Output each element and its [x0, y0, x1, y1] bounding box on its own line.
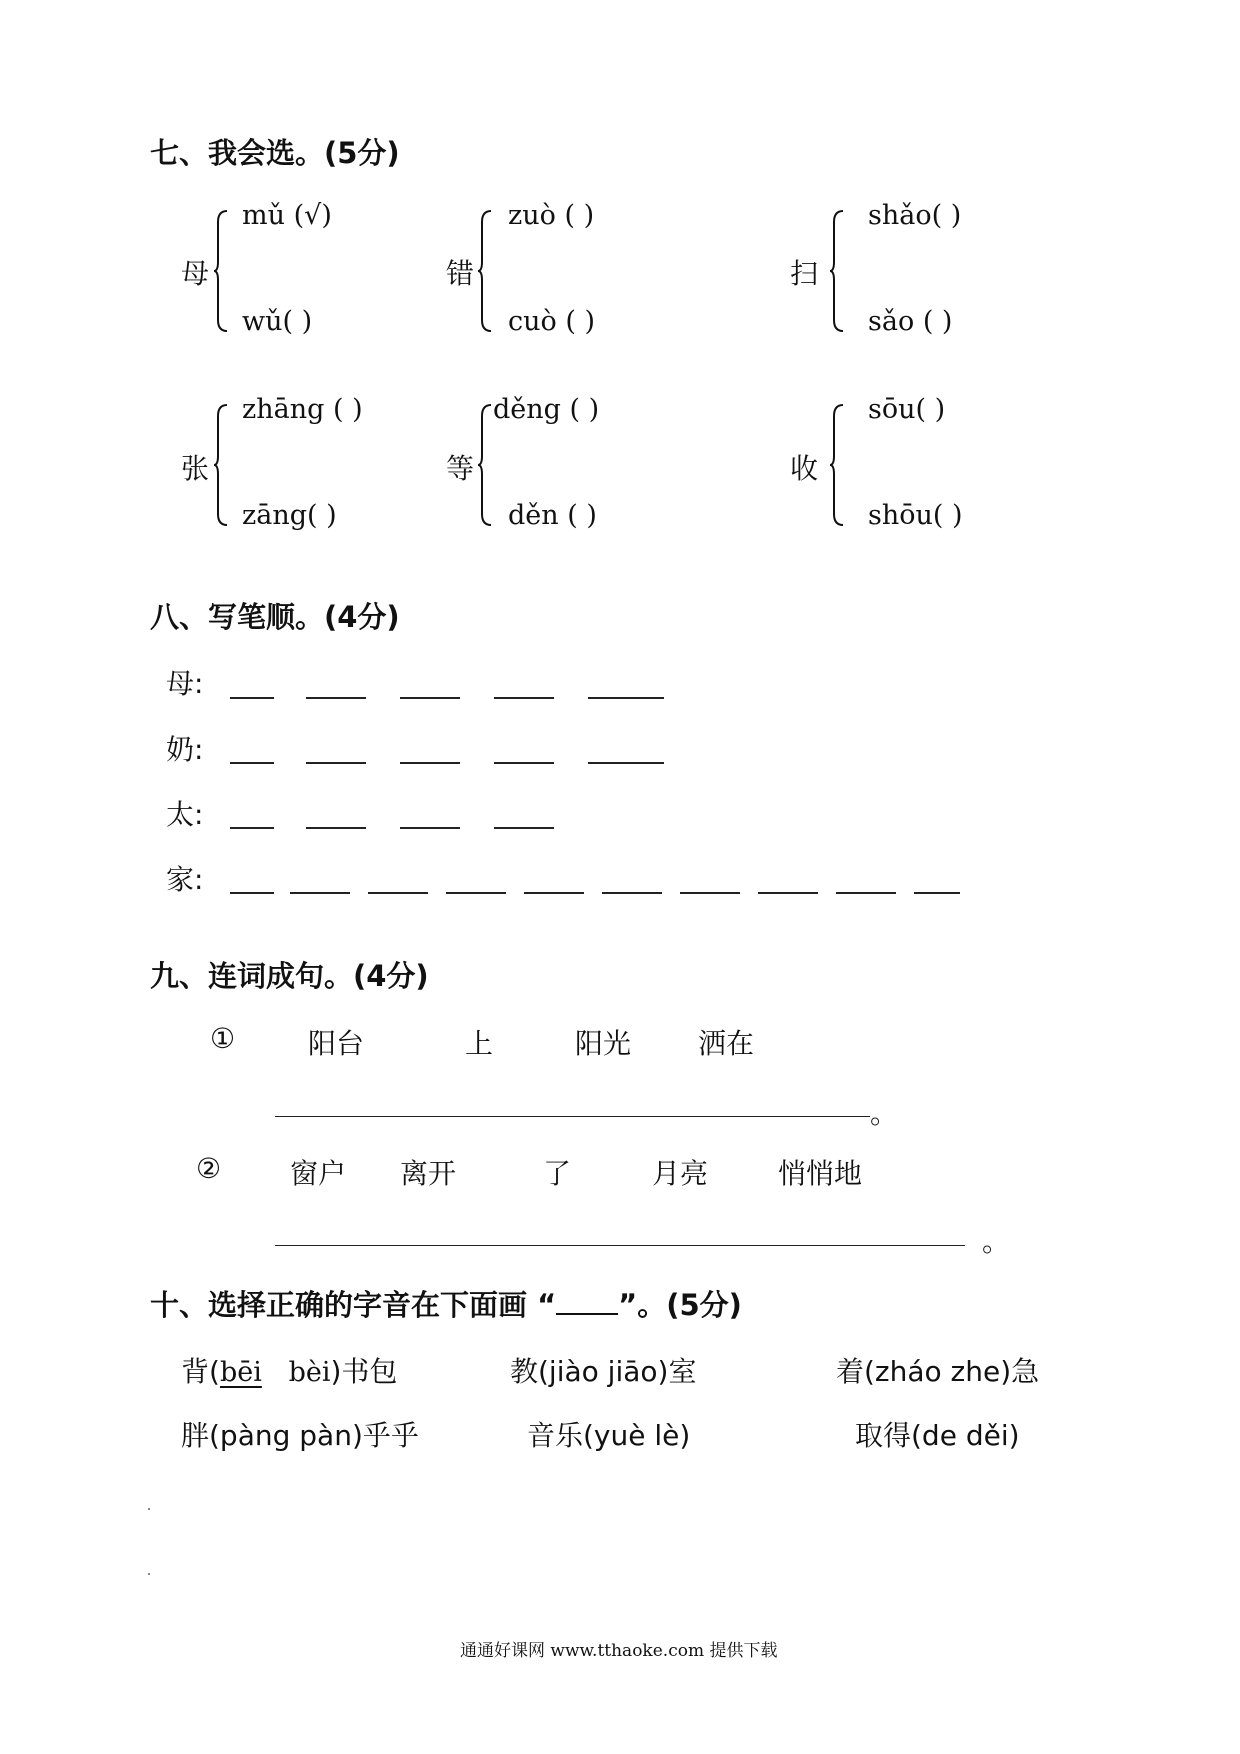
section-8-title: 八、写笔顺。(4分): [150, 600, 400, 634]
stroke-blank[interactable]: [306, 762, 366, 764]
option-top[interactable]: děng ( ): [493, 394, 600, 425]
stroke-row-label: 太:: [166, 798, 204, 831]
group-char: 张: [181, 452, 210, 485]
stroke-blank[interactable]: [680, 892, 740, 894]
option-top[interactable]: sōu( ): [868, 394, 946, 425]
stroke-blank[interactable]: [836, 892, 896, 894]
group-char: 母: [181, 257, 210, 290]
stroke-blank[interactable]: [400, 762, 460, 764]
option-top[interactable]: zhāng ( ): [242, 394, 363, 425]
scan-dot: [148, 1573, 150, 1575]
stroke-blank[interactable]: [602, 892, 662, 894]
group-char: 扫: [790, 257, 819, 290]
pinyin-choice[interactable]: 胖(pàng pàn)乎乎: [181, 1419, 419, 1452]
word-tile: 上: [465, 1027, 494, 1060]
stroke-blank[interactable]: [306, 697, 366, 699]
option-bottom[interactable]: wǔ( ): [242, 306, 313, 337]
period: 。: [870, 1097, 899, 1130]
option-top[interactable]: mǔ (√): [242, 200, 332, 231]
pinyin-choice[interactable]: 教(jiào jiāo)室: [510, 1355, 697, 1388]
group-char: 等: [446, 452, 475, 485]
option-top[interactable]: shǎo( ): [868, 200, 962, 231]
section-10-title: 十、选择正确的字音在下面画 “ ”。(5分): [150, 1288, 742, 1322]
word-tile: 悄悄地: [778, 1157, 863, 1190]
option-bottom[interactable]: zāng( ): [242, 500, 337, 531]
brace-icon: [830, 210, 844, 332]
group-char: 错: [446, 257, 475, 290]
brace-icon: [214, 210, 228, 332]
word-tile: 洒在: [698, 1027, 755, 1060]
stroke-blank[interactable]: [306, 827, 366, 829]
word-tile: 月亮: [652, 1157, 709, 1190]
brace-icon: [478, 404, 492, 526]
stroke-blank[interactable]: [914, 892, 960, 894]
stroke-blank[interactable]: [290, 892, 350, 894]
answer-line[interactable]: [275, 1116, 870, 1117]
item-number: ①: [210, 1022, 236, 1055]
stroke-blank[interactable]: [494, 697, 554, 699]
stroke-blank[interactable]: [588, 697, 664, 699]
word-tile: 了: [543, 1157, 572, 1190]
word-tile: 阳光: [575, 1027, 632, 1060]
scan-dot: [148, 1508, 150, 1510]
stroke-row-label: 家:: [166, 863, 204, 896]
option-top[interactable]: zuò ( ): [508, 200, 595, 231]
stroke-row-label: 奶:: [166, 733, 204, 766]
brace-icon: [214, 404, 228, 526]
stroke-blank[interactable]: [494, 827, 554, 829]
stroke-blank[interactable]: [230, 697, 274, 699]
brace-icon: [830, 404, 844, 526]
section-7-title: 七、我会选。(5分): [150, 136, 400, 170]
word-tile: 阳台: [308, 1027, 365, 1060]
stroke-blank[interactable]: [230, 827, 274, 829]
period: 。: [982, 1225, 1011, 1258]
footer-credit: 通通好课网 www.tthaoke.com 提供下载: [460, 1641, 778, 1661]
pinyin-choice[interactable]: 背(bēi bèi)书包: [181, 1355, 398, 1388]
answer-line[interactable]: [275, 1245, 965, 1246]
pinyin-choice[interactable]: 音乐(yuè lè): [527, 1419, 691, 1452]
option-bottom[interactable]: sǎo ( ): [868, 306, 953, 337]
option-bottom[interactable]: shōu( ): [868, 500, 963, 531]
underline-sample: [556, 1291, 618, 1315]
stroke-blank[interactable]: [230, 762, 274, 764]
stroke-row-label: 母:: [166, 667, 204, 700]
stroke-blank[interactable]: [230, 892, 274, 894]
option-bottom[interactable]: cuò ( ): [508, 306, 596, 337]
item-number: ②: [196, 1152, 222, 1185]
stroke-blank[interactable]: [524, 892, 584, 894]
pinyin-choice[interactable]: 取得(de děi): [855, 1419, 1020, 1452]
brace-icon: [478, 210, 492, 332]
pinyin-choice[interactable]: 着(zháo zhe)急: [836, 1355, 1040, 1388]
option-bottom[interactable]: děn ( ): [508, 500, 597, 531]
stroke-blank[interactable]: [400, 827, 460, 829]
section-9-title: 九、连词成句。(4分): [150, 959, 429, 993]
word-tile: 窗户: [290, 1157, 347, 1190]
group-char: 收: [790, 452, 819, 485]
stroke-blank[interactable]: [368, 892, 428, 894]
stroke-blank[interactable]: [588, 762, 664, 764]
stroke-blank[interactable]: [446, 892, 506, 894]
stroke-blank[interactable]: [400, 697, 460, 699]
stroke-blank[interactable]: [494, 762, 554, 764]
word-tile: 离开: [400, 1157, 457, 1190]
stroke-blank[interactable]: [758, 892, 818, 894]
